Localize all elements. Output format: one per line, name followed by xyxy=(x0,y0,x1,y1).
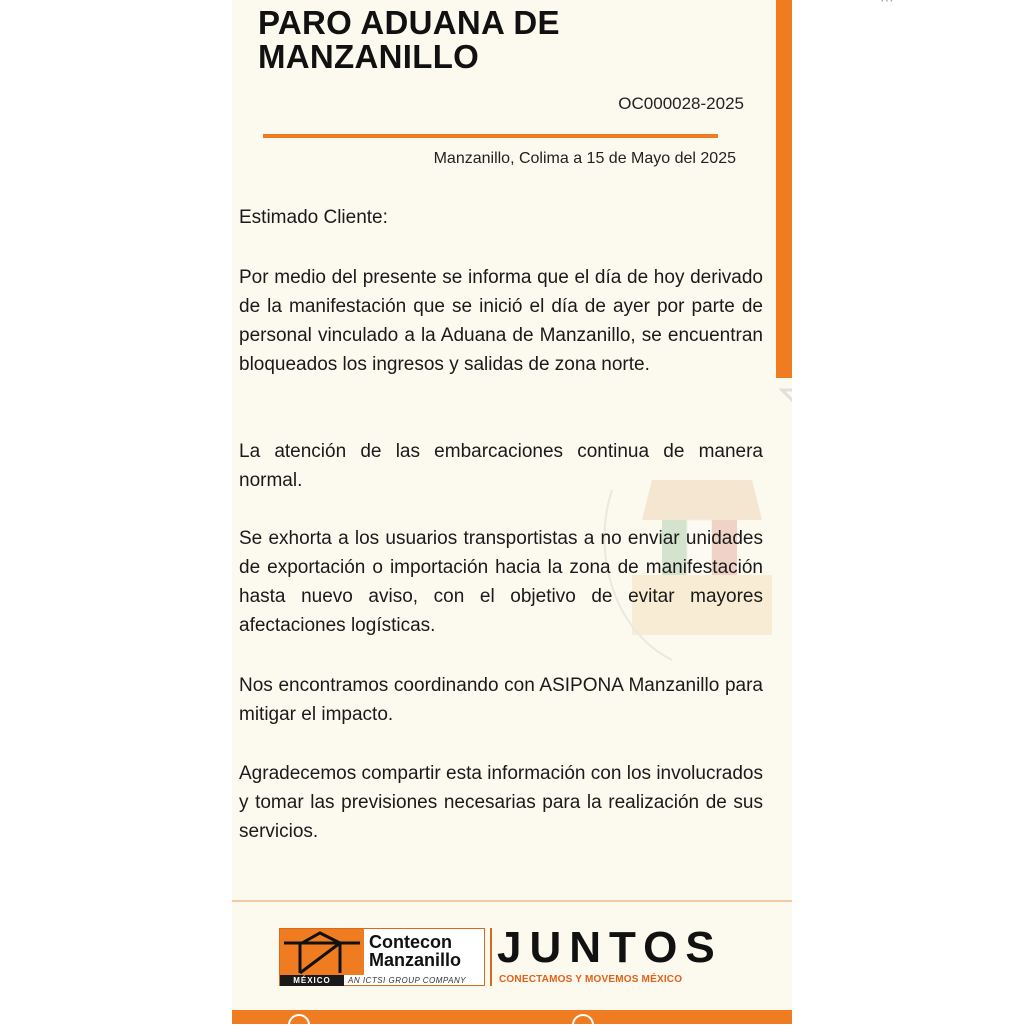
brand-line-1: Contecon xyxy=(369,932,452,952)
contecon-logo xyxy=(279,928,485,986)
footer-divider xyxy=(232,900,792,902)
bottom-accent-strip xyxy=(232,1010,792,1024)
accent-side-bar xyxy=(776,0,792,378)
group-label: AN ICTSI GROUP COMPANY xyxy=(348,976,467,985)
paragraph-2: La atención de las embarcaciones continua de manera normal. xyxy=(239,441,763,491)
circle-icon-right xyxy=(572,1014,594,1036)
paragraph-5: Agradecemos compartir esta información con los involucrados y tomar las previsiones necesarias para la realización de sus servicios. xyxy=(239,763,763,842)
document-title: PARO ADUANA DE MANZANILLO xyxy=(258,4,560,75)
brand-line-2: Manzanillo xyxy=(369,950,462,970)
crane-logo-block xyxy=(280,929,364,975)
dateline: Manzanillo, Colima a 15 de Mayo del 2025 xyxy=(433,150,736,167)
crane-icon xyxy=(280,929,364,975)
reference-number: OC000028-2025 xyxy=(618,94,744,113)
circle-icon-left xyxy=(288,1014,310,1036)
juntos-tagline: CONECTAMOS Y MOVEMOS MÉXICO xyxy=(499,974,683,985)
header-rule xyxy=(263,134,718,138)
greeting: Estimado Cliente: xyxy=(239,207,388,228)
paragraph-3: Se exhorta a los usuarios transportistas a no enviar unidades de exportación o importación hacia la zona de manifestación hasta nuevo aviso, con el objetivo de evitar mayores afectaciones logísticas. xyxy=(239,528,763,636)
juntos-headline: JUNTOS xyxy=(497,923,723,972)
status-glyph: ⋯ xyxy=(880,0,894,8)
juntos-logo xyxy=(497,922,723,988)
paragraph-4: Nos encontramos coordinando con ASIPONA Manzanillo para mitigar el impacto. xyxy=(239,675,763,725)
country-label: MÉXICO xyxy=(280,975,344,986)
paragraph-1: Por medio del presente se informa que el día de hoy derivado de la manifestación que se inició el día de ayer por parte de personal vinculado a la Aduana de Manzanillo, se encuentran bloqueados los ingresos y salidas de zona norte. xyxy=(239,267,763,375)
logo-divider xyxy=(490,928,492,986)
